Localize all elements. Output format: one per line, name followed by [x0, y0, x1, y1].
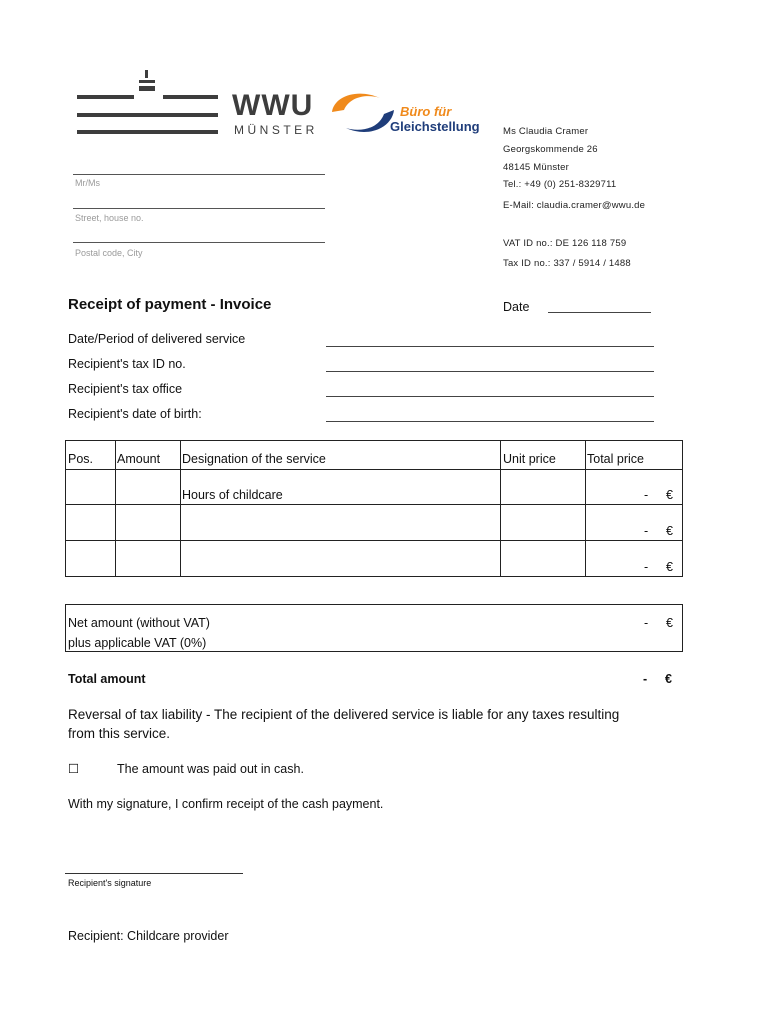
header-unit-price: Unit price — [503, 452, 556, 466]
header-designation: Designation of the service — [182, 452, 326, 466]
wwu-logo-mark — [139, 86, 155, 91]
contact-street: Georgskommende 26 — [503, 144, 598, 155]
document-title: Receipt of payment - Invoice — [68, 296, 272, 313]
vat-label: plus applicable VAT (0%) — [68, 636, 207, 650]
street-line[interactable] — [73, 208, 325, 209]
wwu-logo-mark — [145, 70, 148, 78]
wwu-logo-mark — [139, 80, 155, 83]
row-total: - — [644, 488, 649, 502]
reversal-note-line1: Reversal of tax liability - The recipient of the delivered service is liable for any taxes resulting — [68, 707, 620, 722]
cash-text: The amount was paid out in cash. — [117, 762, 304, 776]
field-label-birth-date: Recipient's date of birth: — [68, 407, 202, 421]
net-amount-box — [65, 604, 683, 652]
wwu-logo-bar — [77, 95, 134, 99]
contact-email: E-Mail: claudia.cramer@wwu.de — [503, 200, 646, 211]
table-divider — [66, 540, 682, 541]
row-designation: Hours of childcare — [182, 488, 283, 502]
row-currency: € — [666, 524, 673, 538]
header-amount: Amount — [117, 452, 161, 466]
signature-label: Recipient's signature — [68, 878, 152, 888]
total-amount-currency: € — [665, 672, 672, 686]
field-label-tax-office: Recipient's tax office — [68, 382, 183, 396]
contact-city: 48145 Münster — [503, 162, 569, 173]
reversal-note-line2: from this service. — [68, 726, 171, 741]
buero-line1: Büro für — [400, 104, 452, 119]
table-divider — [115, 441, 116, 576]
salutation-line[interactable] — [73, 174, 325, 175]
header-pos: Pos. — [68, 452, 94, 466]
table-divider — [180, 441, 181, 576]
wwu-logo-bar — [163, 95, 218, 99]
total-amount-label: Total amount — [68, 672, 146, 686]
recipient-text: Recipient: Childcare provider — [68, 929, 229, 943]
net-amount-value: - — [644, 616, 649, 630]
table-divider — [585, 441, 586, 576]
signature-line[interactable] — [65, 873, 243, 874]
buero-line2: Gleichstellung — [390, 119, 480, 134]
wwu-wordmark: WWU — [232, 89, 314, 122]
confirm-text: With my signature, I confirm receipt of the cash payment. — [68, 797, 384, 811]
wwu-city: MÜNSTER — [234, 123, 318, 137]
cash-checkbox[interactable]: ☐ — [68, 762, 80, 776]
row-total: - — [644, 560, 649, 574]
table-divider — [66, 504, 682, 505]
wwu-logo-bar — [77, 113, 218, 117]
field-line-birth-date[interactable] — [326, 421, 654, 422]
service-table — [65, 440, 683, 577]
net-amount-currency: € — [666, 616, 673, 630]
date-line[interactable] — [548, 312, 651, 313]
postal-line[interactable] — [73, 242, 325, 243]
field-line-service-period[interactable] — [326, 346, 654, 347]
row-currency: € — [666, 488, 673, 502]
row-total: - — [644, 524, 649, 538]
street-label: Street, house no. — [75, 213, 144, 223]
contact-tax-id: Tax ID no.: 337 / 5914 / 1488 — [503, 258, 631, 269]
buero-swoosh-icon — [328, 90, 398, 136]
contact-vat-id: VAT ID no.: DE 126 118 759 — [503, 238, 627, 249]
field-label-tax-id: Recipient's tax ID no. — [68, 357, 186, 371]
field-label-service-period: Date/Period of delivered service — [68, 332, 246, 346]
contact-name: Ms Claudia Cramer — [503, 126, 589, 137]
header-total-price: Total price — [587, 452, 644, 466]
net-amount-label: Net amount (without VAT) — [68, 616, 210, 630]
contact-phone: Tel.: +49 (0) 251-8329711 — [503, 179, 617, 190]
date-label: Date — [503, 300, 530, 314]
table-divider — [500, 441, 501, 576]
table-divider — [66, 469, 682, 470]
field-line-tax-office[interactable] — [326, 396, 654, 397]
salutation-label: Mr/Ms — [75, 178, 100, 188]
postal-label: Postal code, City — [75, 248, 143, 258]
row-currency: € — [666, 560, 673, 574]
wwu-logo-bar — [77, 130, 218, 134]
total-amount-value: - — [643, 672, 648, 686]
field-line-tax-id[interactable] — [326, 371, 654, 372]
